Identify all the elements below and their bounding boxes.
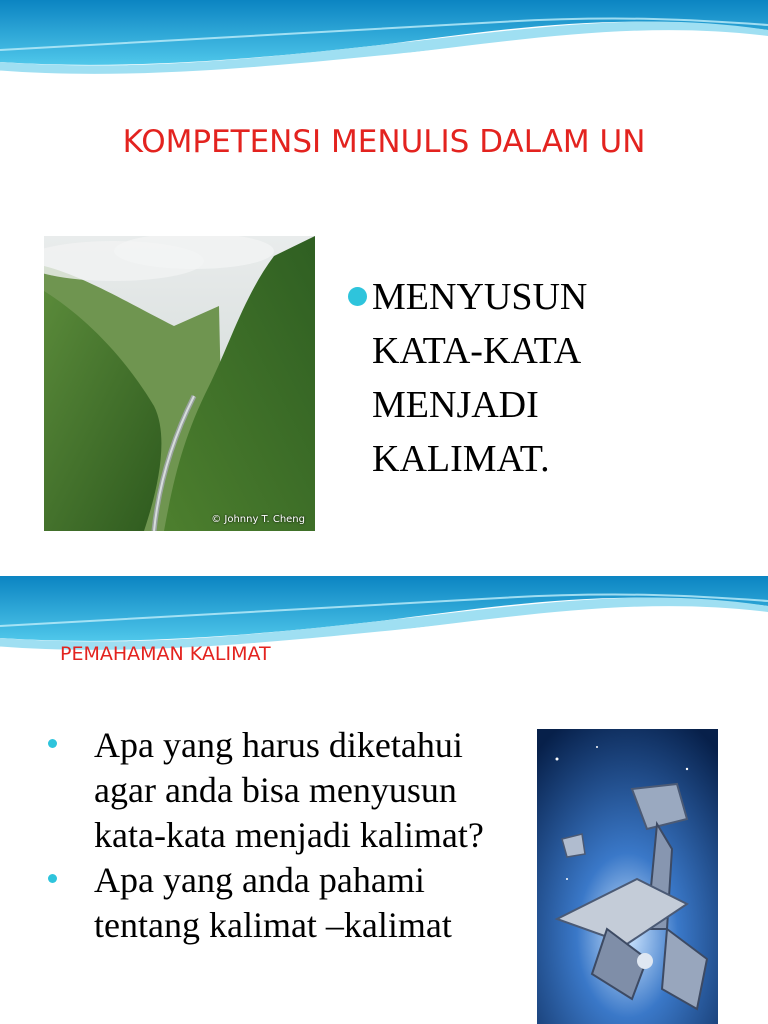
bullet-marker bbox=[348, 287, 367, 306]
spacecraft-photo bbox=[537, 729, 718, 1024]
bullet-list bbox=[44, 723, 524, 948]
bullet-text: Apa yang anda pahami tentang kalimat –kalimat bbox=[94, 860, 452, 945]
valley-illustration bbox=[44, 236, 315, 531]
spacecraft-illustration bbox=[537, 729, 718, 1024]
slide-title: KOMPETENSI MENULIS DALAM UN bbox=[122, 124, 646, 160]
list-item bbox=[44, 723, 524, 858]
bullet-text: MENYUSUN KATA-KATA MENJADI KALIMAT. bbox=[372, 276, 588, 480]
bullet-list bbox=[348, 270, 648, 486]
photo-credit: © Johnny T. Cheng bbox=[211, 514, 305, 525]
bullet-marker bbox=[48, 874, 57, 883]
slide-title: PEMAHAMAN KALIMAT bbox=[60, 643, 271, 665]
bullet-marker bbox=[48, 739, 57, 748]
slide-2 bbox=[0, 576, 768, 1024]
list-item bbox=[44, 858, 524, 948]
valley-photo bbox=[44, 236, 315, 531]
bullet-text: Apa yang harus diketahui agar anda bisa menyusun kata-kata menjadi kalimat? bbox=[94, 725, 484, 855]
header-wave-decoration bbox=[0, 0, 768, 90]
